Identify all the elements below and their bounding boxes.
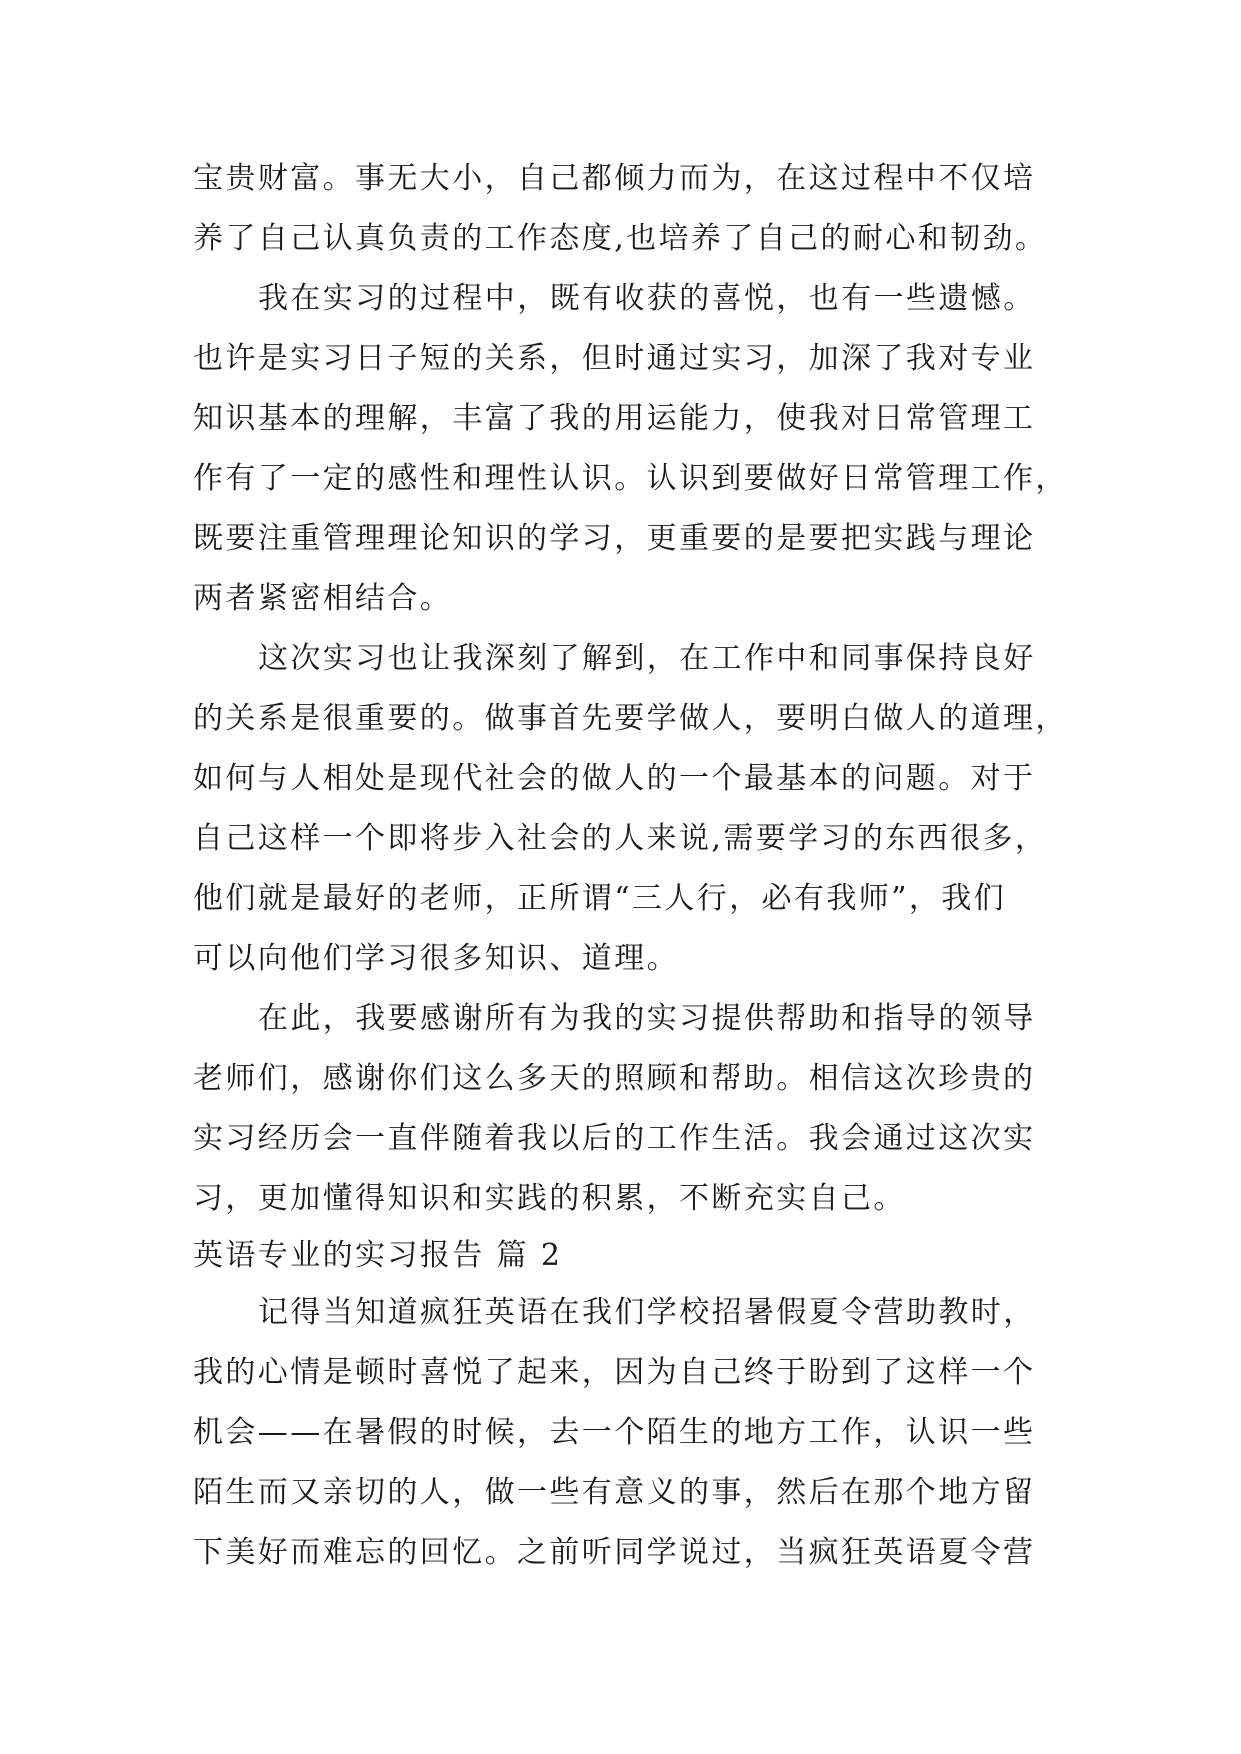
text-line: 陌生而又亲切的人，做一些有意义的事，然后在那个地方留 (193, 1475, 1036, 1510)
text-line: 两者紧密相结合。 (193, 581, 453, 616)
paragraph-start-line: 在此，我要感谢所有为我的实习提供帮助和指导的领导 (258, 1001, 1036, 1036)
text-line: 知识基本的理解，丰富了我的用运能力，使我对日常管理工 (193, 401, 1036, 436)
text-line: 实习经历会一直伴随着我以后的工作生活。我会通过这次实 (193, 1121, 1036, 1156)
text-line: 也许是实习日子短的关系，但时通过实习，加深了我对专业 (193, 341, 1036, 376)
text-line: 老师们，感谢你们这么多天的照顾和帮助。相信这次珍贵的 (193, 1061, 1036, 1096)
text-line: 可以向他们学习很多知识、道理。 (193, 941, 679, 976)
text-line: 的关系是很重要的。做事首先要学做人，要明白做人的道理， (193, 701, 1068, 736)
text-line: 下美好而难忘的回忆。之前听同学说过，当疯狂英语夏令营 (193, 1535, 1036, 1570)
paragraph-start-line: 我在实习的过程中，既有收获的喜悦，也有一些遗憾。 (258, 281, 1036, 316)
text-line: 机会——在暑假的时候，去一个陌生的地方工作，认识一些 (193, 1415, 1036, 1450)
text-line: 自己这样一个即将步入社会的人来说,需要学习的东西很多， (193, 821, 1048, 856)
paragraph-start-line: 这次实习也让我深刻了解到，在工作中和同事保持良好 (258, 641, 1036, 676)
text-line: 他们就是最好的老师，正所谓“三人行，必有我师”，我们 (193, 881, 1007, 916)
text-line: 作有了一定的感性和理性认识。认识到要做好日常管理工作， (193, 461, 1068, 496)
text-line: 我的心情是顿时喜悦了起来，因为自己终于盼到了这样一个 (193, 1355, 1036, 1390)
text-line: 习，更加懂得知识和实践的积累，不断充实自己。 (193, 1181, 906, 1216)
text-line: 养了自己认真负责的工作态度,也培养了自己的耐心和韧劲。 (193, 221, 1048, 256)
section-heading: 英语专业的实习报告 篇 2 (193, 1238, 563, 1273)
paragraph-start-line: 记得当知道疯狂英语在我们学校招暑假夏令营助教时， (258, 1295, 1036, 1330)
text-line: 宝贵财富。事无大小，自己都倾力而为，在这过程中不仅培 (193, 161, 1036, 196)
text-line: 如何与人相处是现代社会的做人的一个最基本的问题。对于 (193, 761, 1036, 796)
text-line: 既要注重管理理论知识的学习，更重要的是要把实践与理论 (193, 521, 1036, 556)
